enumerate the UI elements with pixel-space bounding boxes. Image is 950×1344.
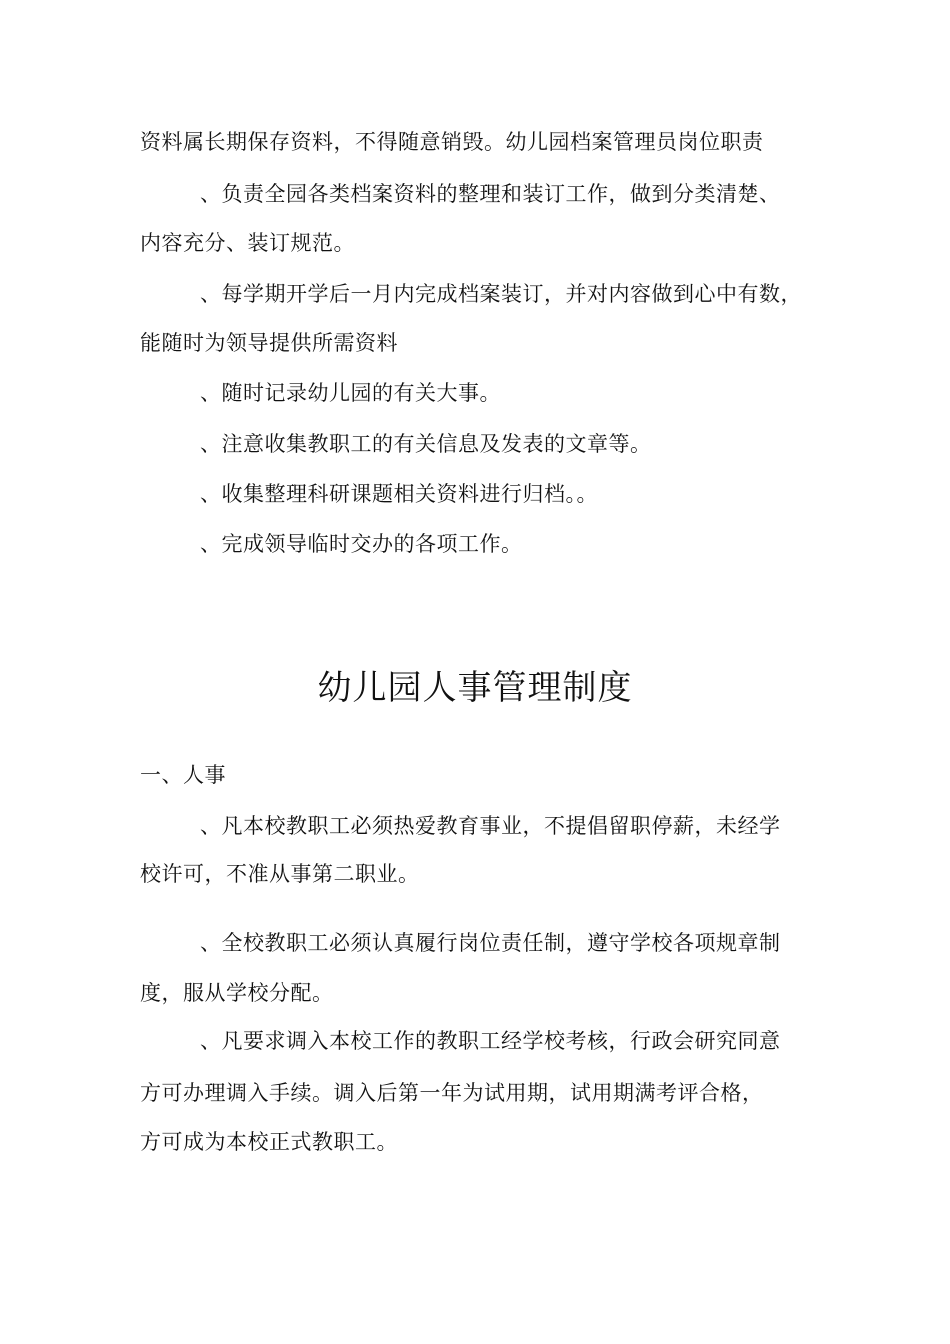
paragraph-line: 度，服从学校分配。 (140, 981, 334, 1005)
paragraph-line: 、负责全园各类档案资料的整理和装订工作，做到分类清楚、 (200, 182, 781, 206)
paragraph-line: 校许可，不准从事第二职业。 (140, 862, 420, 886)
section-title: 幼儿园人事管理制度 (317, 668, 633, 708)
paragraph-line: 内容充分、装订规范。 (140, 231, 355, 255)
paragraph-line: 、全校教职工必须认真履行岗位责任制，遵守学校各项规章制 (200, 931, 781, 955)
paragraph-line: 、完成领导临时交办的各项工作。 (200, 532, 523, 556)
paragraph-line: 、注意收集教职工的有关信息及发表的文章等。 (200, 432, 652, 456)
paragraph-line: 方可办理调入手续。调入后第一年为试用期，试用期满考评合格， (140, 1081, 764, 1105)
paragraph-line: 方可成为本校正式教职工。 (140, 1130, 398, 1154)
paragraph-line: 、随时记录幼儿园的有关大事。 (200, 381, 501, 405)
paragraph-line: 、每学期开学后一月内完成档案装订，并对内容做到心中有数， (200, 282, 802, 306)
paragraph-line: 、收集整理科研课题相关资料进行归档。。 (200, 482, 598, 506)
paragraph-line: 、凡本校教职工必须热爱教育事业，不提倡留职停薪，未经学 (200, 814, 781, 838)
paragraph-line: 能随时为领导提供所需资料 (140, 331, 398, 355)
paragraph-line: 资料属长期保存资料，不得随意销毁。幼儿园档案管理员岗位职责 (140, 130, 764, 154)
paragraph-line: 、凡要求调入本校工作的教职工经学校考核，行政会研究同意 (200, 1029, 781, 1053)
section-heading: 一、人事 (140, 763, 226, 787)
